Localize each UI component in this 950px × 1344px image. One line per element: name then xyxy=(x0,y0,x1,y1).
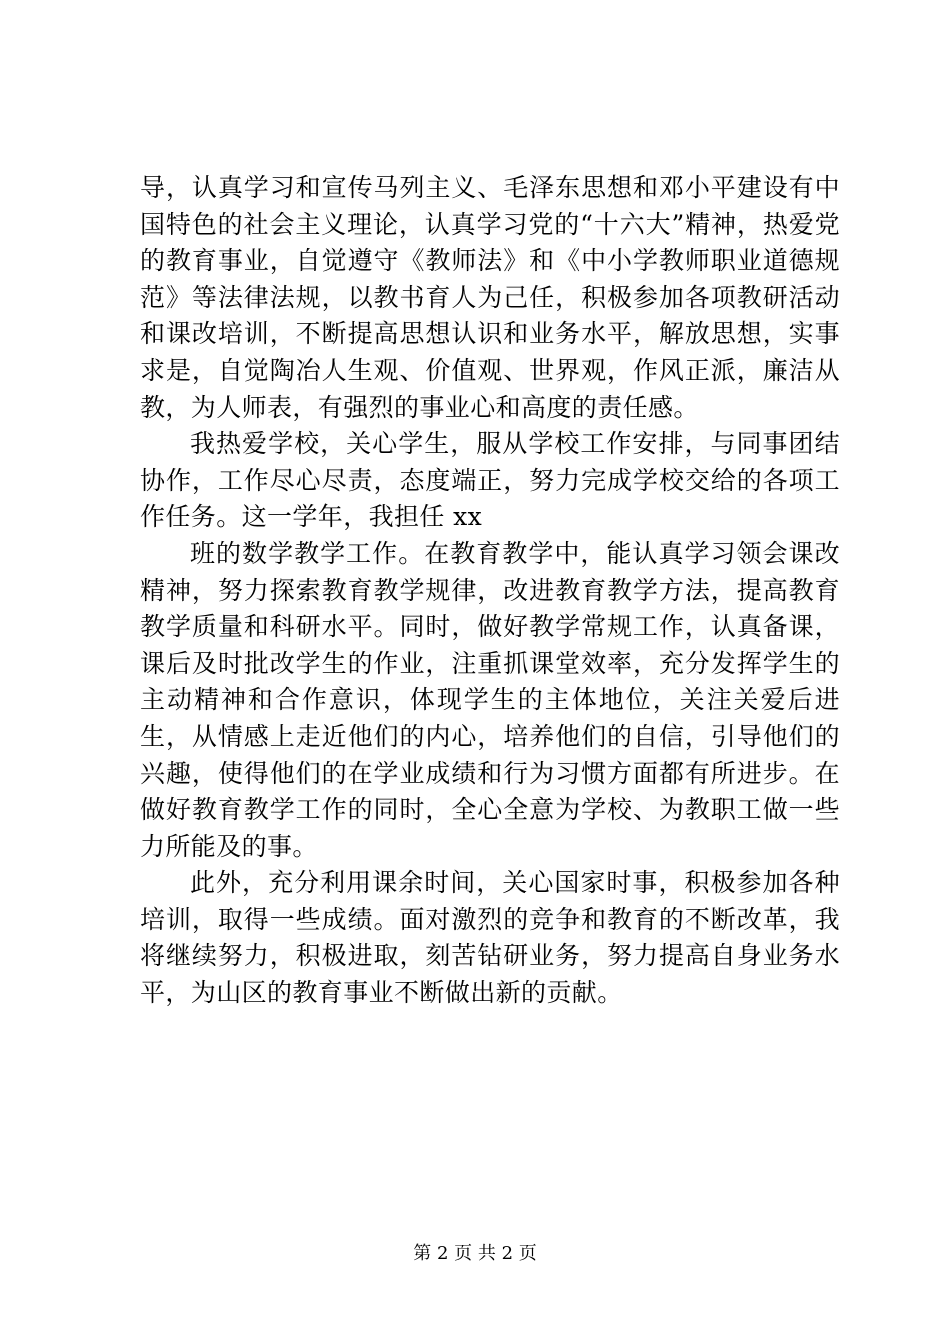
page-number-footer: 第 2 页 共 2 页 xyxy=(413,1243,537,1264)
paragraph-4: 此外，充分利用课余时间，关心国家时事，积极参加各种培训，取得一些成绩。面对激烈的竞争和教育的不断改革，我将继续努力，积极进取，刻苦钻研业务，努力提高自身业务水平，为山区的教育事业不断做出新的贡献。 xyxy=(140,868,840,1008)
paragraph-2: 我热爱学校，关心学生，服从学校工作安排，与同事团结协作，工作尽心尽责，态度端正，努力完成学校交给的各项工作任务。这一学年，我担任 xx xyxy=(140,429,840,532)
paragraph-3: 班的数学教学工作。在教育教学中，能认真学习领会课改精神，努力探索教育教学规律，改进教育教学方法，提高教育教学质量和科研水平。同时，做好教学常规工作，认真备课，课后及时批改学生的作业，注重抓课堂效率，充分发挥学生的主动精神和合作意识，体现学生的主体地位，关注关爱后进生，从情感上走近他们的内心，培养他们的自信，引导他们的兴趣，使得他们的在学业成绩和行为习惯方面都有所进步。在做好教育教学工作的同时，全心全意为学校、为教职工做一些力所能及的事。 xyxy=(140,538,840,861)
document-body xyxy=(140,170,840,1012)
paragraph-1: 导，认真学习和宣传马列主义、毛泽东思想和邓小平建设有中国特色的社会主义理论，认真学习党的“十六大”精神，热爱党的教育事业，自觉遵守《教师法》和《中小学教师职业道德规范》等法律法规，以教书育人为己任，积极参加各项教研活动和课改培训，不断提高思想认识和业务水平，解放思想，实事求是，自觉陶冶人生观、价值观、世界观，作风正派，廉洁从教，为人师表，有强烈的事业心和高度的责任感。 xyxy=(140,173,840,422)
